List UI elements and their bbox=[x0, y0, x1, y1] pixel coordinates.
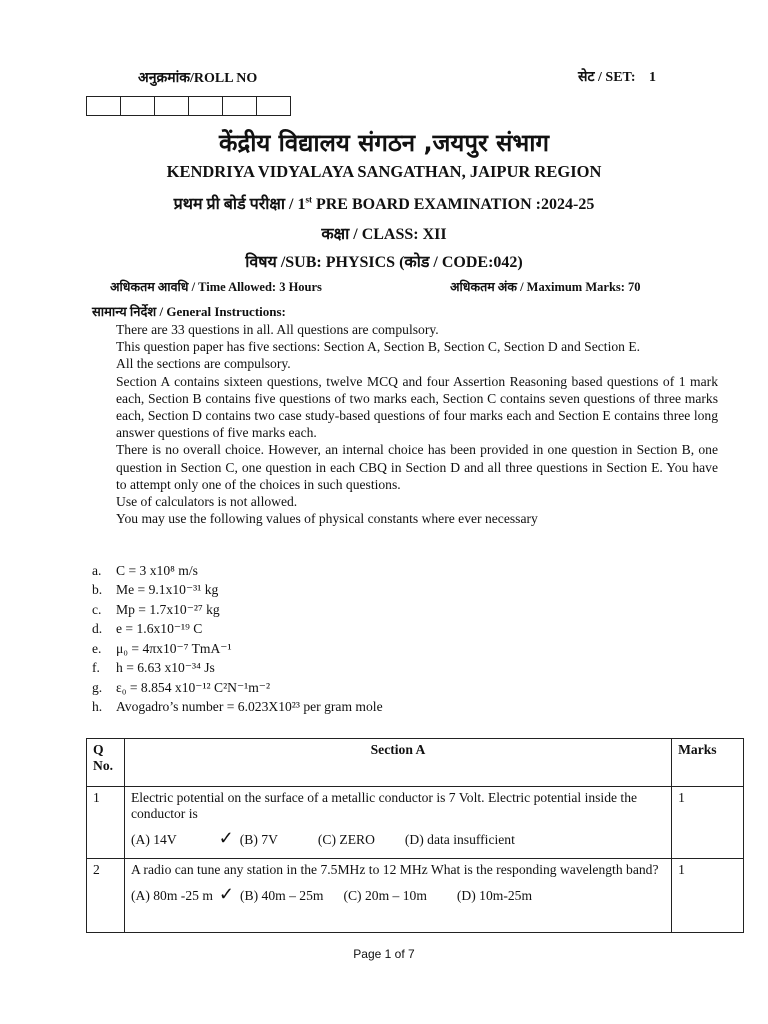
constant-label: d. bbox=[92, 621, 103, 637]
constant-label: b. bbox=[92, 582, 103, 598]
option-b-text: (B) 7V bbox=[239, 832, 278, 847]
options-row bbox=[130, 884, 665, 904]
constant-row bbox=[92, 561, 383, 581]
option-d[interactable]: (D) 10m-25m bbox=[456, 888, 533, 903]
constant-text: Avogadro’s number = 6.023X10²³ per gram mole bbox=[116, 699, 383, 715]
constant-label: a. bbox=[92, 562, 102, 578]
table-header-row bbox=[87, 739, 744, 787]
constant-row bbox=[92, 620, 383, 640]
constant-label: e. bbox=[92, 640, 102, 656]
question-cell bbox=[124, 859, 671, 933]
constant-label: g. bbox=[92, 679, 103, 695]
instruction-item: There is no overall choice. However, an internal choice has been provided in one question in Section B, one question in Section C, one question in each CBQ in Section D and all three questions in Section E. You have to attempt only one of the choices in such questions. bbox=[116, 442, 718, 492]
maximum-marks: अधिकतम अंक / Maximum Marks: 70 bbox=[450, 280, 641, 294]
subject-line: विषय /SUB: PHYSICS (कोड / CODE:042) bbox=[245, 254, 523, 271]
constant-row bbox=[92, 659, 383, 679]
option-b[interactable] bbox=[218, 828, 278, 848]
instruction-item: This question paper has five sections: Section A, Section B, Section C, Section D and Section E. bbox=[116, 339, 641, 355]
instruction-item: There are 33 questions in all. All questions are compulsory. bbox=[116, 322, 439, 337]
roll-number-boxes[interactable] bbox=[86, 96, 291, 116]
col-header-section: Section A bbox=[124, 739, 671, 787]
set-value: 1 bbox=[649, 70, 656, 85]
constant-text: Mp = 1.7x10⁻²⁷ kg bbox=[116, 601, 220, 617]
instructions-block bbox=[116, 321, 718, 527]
checkmark-icon: ✓ bbox=[218, 828, 234, 848]
roll-box[interactable] bbox=[189, 97, 223, 115]
instruction-item: All the sections are compulsory. bbox=[116, 356, 291, 372]
checkmark-icon: ✓ bbox=[218, 884, 234, 904]
option-b-text: (B) 40m – 25m bbox=[240, 888, 324, 903]
roll-box[interactable] bbox=[257, 97, 290, 115]
time-allowed: अधिकतम आवधि / Time Allowed: 3 Hours bbox=[110, 280, 322, 294]
constant-text: ε₀ = 8.854 x10⁻¹² C²N⁻¹m⁻² bbox=[116, 679, 271, 695]
instruction-item: Use of calculators is not allowed. bbox=[116, 494, 298, 510]
roll-box[interactable] bbox=[87, 97, 121, 115]
exam-title-hindi: प्रथम प्री बोर्ड परीक्षा / 1 bbox=[173, 196, 306, 213]
option-d[interactable]: (D) data insufficient bbox=[404, 832, 515, 847]
roll-box[interactable] bbox=[155, 97, 189, 115]
constant-label: f. bbox=[92, 660, 100, 676]
exam-title bbox=[0, 192, 768, 214]
constant-row bbox=[92, 698, 383, 718]
constant-text: μ₀ = 4πx10⁻⁷ TmA⁻¹ bbox=[116, 640, 232, 656]
title-hindi: केंद्रीय विद्यालय संगठन ,जयपुर संभाग bbox=[219, 129, 549, 157]
table-row bbox=[87, 787, 744, 859]
constant-row bbox=[92, 678, 383, 698]
exam-title-english: PRE BOARD EXAMINATION :2024-25 bbox=[311, 196, 595, 213]
table-row bbox=[87, 859, 744, 933]
instruction-item: Section A contains sixteen questions, twelve MCQ and four Assertion Reasoning based questions of 1 mark each, Section B contains five questions of two marks each, Section C contains seven questions of three marks each, Section D contains two case study-based questions of four marks each and Section E contains three long answer questions of five marks each. bbox=[116, 373, 718, 441]
roll-no-label: अनुक्रमांक/ROLL NO bbox=[138, 71, 258, 86]
constant-text: e = 1.6x10⁻¹⁹ C bbox=[116, 621, 203, 637]
constant-text: h = 6.63 x10⁻³⁴ Js bbox=[116, 660, 215, 676]
page-footer: Page 1 of 7 bbox=[353, 947, 415, 961]
constant-label: h. bbox=[92, 699, 103, 715]
constant-text: C = 3 x10⁸ m/s bbox=[116, 562, 198, 578]
constant-label: c. bbox=[92, 601, 102, 617]
constant-row bbox=[92, 581, 383, 601]
question-marks: 1 bbox=[672, 787, 744, 859]
question-text: Electric potential on the surface of a metallic conductor is 7 Volt. Electric potential inside the conductor is bbox=[130, 790, 638, 821]
col-header-marks: Marks bbox=[672, 739, 744, 787]
roll-box[interactable] bbox=[223, 97, 257, 115]
title-english: KENDRIYA VIDYALAYA SANGATHAN, JAIPUR REGION bbox=[166, 162, 602, 181]
question-marks: 1 bbox=[672, 859, 744, 933]
option-a[interactable]: (A) 14V bbox=[130, 832, 177, 847]
instruction-item: You may use the following values of physical constants where ever necessary bbox=[116, 511, 538, 527]
constant-text: Me = 9.1x10⁻³¹ kg bbox=[116, 582, 219, 598]
option-a[interactable]: (A) 80m -25 m bbox=[130, 888, 213, 903]
constants-list bbox=[92, 561, 383, 717]
option-c[interactable]: (C) 20m – 10m bbox=[343, 888, 427, 903]
exam-title-sup: st bbox=[305, 194, 312, 205]
roll-box[interactable] bbox=[121, 97, 155, 115]
constant-row bbox=[92, 600, 383, 620]
constant-row bbox=[92, 639, 383, 659]
class-line: कक्षा / CLASS: XII bbox=[321, 226, 447, 243]
option-c[interactable]: (C) ZERO bbox=[317, 832, 375, 847]
option-b[interactable] bbox=[218, 884, 324, 904]
col-header-q-no: Q No. bbox=[87, 739, 125, 787]
set-label bbox=[578, 67, 656, 86]
question-number: 1 bbox=[87, 787, 125, 859]
question-number: 2 bbox=[87, 859, 125, 933]
question-cell bbox=[124, 787, 671, 859]
options-row bbox=[130, 828, 665, 848]
instructions-heading: सामान्य निर्देश / General Instructions: bbox=[92, 304, 286, 319]
questions-table bbox=[86, 738, 744, 933]
question-text: A radio can tune any station in the 7.5MHz to 12 MHz What is the responding wavelength band? bbox=[130, 862, 659, 877]
set-label-text: सेट / SET: bbox=[578, 70, 636, 85]
